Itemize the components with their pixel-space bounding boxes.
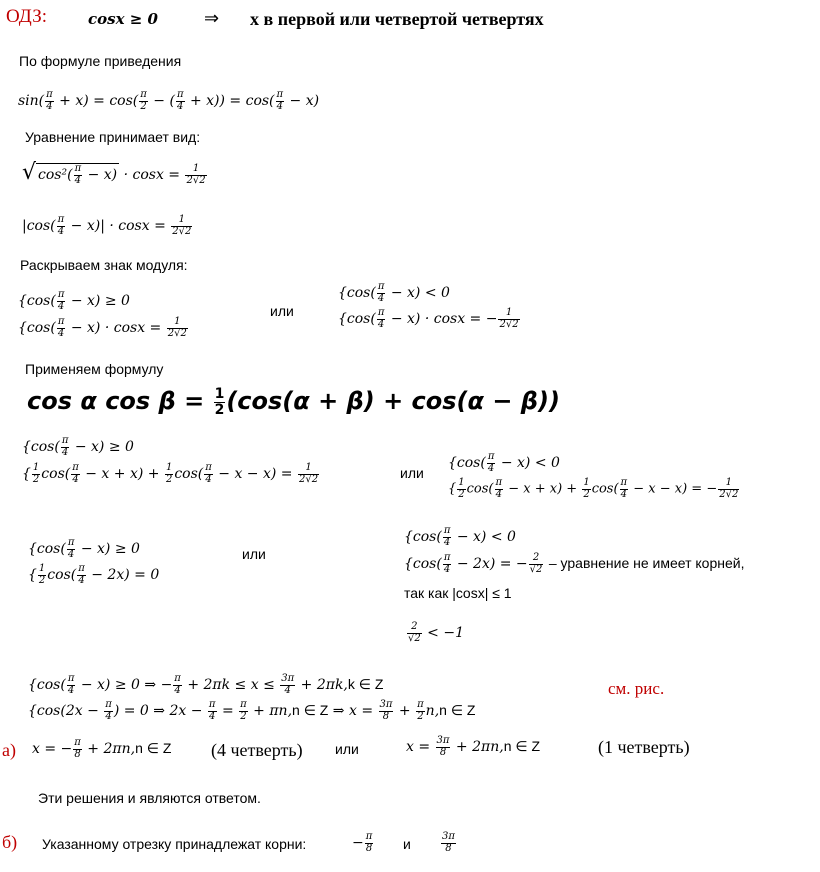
system-6-line-1: {cos( $\frac{\pi}{4}$ − x) < 0	[404, 525, 516, 548]
final-system-line-1: {cos( $\frac{\pi}{4}$ − x) ≥ 0 ⇒ − $\frac{\pi}{4}$ + 2πk ≤ x ≤ $\frac{3\pi}{4}$ + 2πk,k ∈ Z	[28, 673, 384, 696]
implies-arrow: ⇒	[204, 8, 220, 28]
since-note: так как |cosx| ≤ 1	[404, 585, 512, 601]
no-roots-note: – уравнение не имеет корней,	[548, 555, 745, 571]
quarter-1-note: (1 четверть)	[598, 737, 690, 757]
system-2-line-1: {cos( $\frac{\pi}{4}$ − x) < 0	[338, 281, 450, 304]
or-label-1: или	[270, 303, 294, 319]
system-3-line-1: {cos( $\frac{\pi}{4}$ − x) ≥ 0	[22, 435, 134, 458]
quarter-4-note: (4 четверть)	[211, 740, 303, 760]
segment-roots-label: Указанному отрезку принадлежат корни:	[42, 836, 307, 852]
or-label-4: или	[335, 741, 359, 757]
odz-condition: cosx ≥ 0	[88, 10, 158, 28]
part-b-label: б)	[2, 832, 18, 852]
product-to-sum-formula: cos α cos β = $\frac{1}{2}$ (cos(α + β) + cos(α − β))	[27, 386, 560, 418]
equation-abs: |cos( $\frac{\pi}{4}$ − x)| · cosx = $\frac{1}{2√2}$	[22, 214, 192, 237]
system-4-line-2: { $\frac{1}{2}$ cos( $\frac{\pi}{4}$ − x + x) + $\frac{1}{2}$ cos( $\frac{\pi}{4}$ − x − x) = − $\frac{1}{2√2}$	[448, 477, 739, 500]
and-label: и	[403, 836, 411, 852]
reduction-identity: sin( $\frac{\pi}{4}$ + x) = cos( $\frac{\pi}{2}$ − ( $\frac{\pi}{4}$ + x)) = cos( $\frac{\pi}{4}$ − x)	[18, 89, 320, 112]
part-a-label: а)	[2, 740, 16, 760]
equation-sqrt: √ cos²( $\frac{\pi}{4}$ − x) · cosx = $\frac{1}{2√2}$	[22, 160, 206, 186]
system-3-line-2: { $\frac{1}{2}$ cos( $\frac{\pi}{4}$ − x + x) + $\frac{1}{2}$ cos( $\frac{\pi}{4}$ − x − x) = $\frac{1}{2√2}$	[22, 462, 319, 485]
expand-modulus-label: Раскрываем знак модуля:	[20, 257, 188, 273]
answer-a-1: x = − $\frac{\pi}{8}$ + 2πn,n ∈ Z	[32, 737, 172, 760]
odz-label: ОДЗ:	[6, 6, 48, 27]
equation-form-label: Уравнение принимает вид:	[25, 129, 201, 145]
see-figure-note: см. рис.	[608, 679, 665, 698]
root-1: − $\frac{\pi}{8}$	[352, 831, 373, 854]
system-5-line-2: { $\frac{1}{2}$ cos( $\frac{\pi}{4}$ − 2x) = 0	[28, 563, 160, 586]
system-1-line-2: {cos( $\frac{\pi}{4}$ − x) · cosx = $\frac{1}{2√2}$	[18, 316, 187, 339]
inequality-note: $\frac{2}{√2}$ < −1	[408, 621, 465, 644]
apply-formula-label: Применяем формулу	[25, 361, 164, 377]
answer-a-2: x = $\frac{3\pi}{8}$ + 2πn,n ∈ Z	[406, 735, 540, 758]
system-1-line-1: {cos( $\frac{\pi}{4}$ − x) ≥ 0	[18, 289, 130, 312]
system-2-line-2: {cos( $\frac{\pi}{4}$ − x) · cosx = − $\frac{1}{2√2}$	[338, 307, 519, 330]
or-label-3: или	[242, 546, 266, 562]
odz-conclusion: x в первой или четвертой четвертях	[250, 9, 544, 29]
or-label-2: или	[400, 465, 424, 481]
answer-statement: Эти решения и являются ответом.	[38, 790, 261, 806]
root-2: $\frac{3\pi}{8}$	[442, 831, 455, 854]
reduction-formula-label: По формуле приведения	[19, 53, 182, 69]
system-4-line-1: {cos( $\frac{\pi}{4}$ − x) < 0	[448, 451, 560, 474]
final-system-line-2: {cos(2x − $\frac{\pi}{4}$ ) = 0 ⇒ 2x − $\frac{\pi}{4}$ = $\frac{\pi}{2}$ + πn,n ∈ Z ⇒ x = $\frac{3\pi}{8}$ + $\frac{\pi}{2}$ n,n ∈ Z	[28, 699, 476, 722]
system-5-line-1: {cos( $\frac{\pi}{4}$ − x) ≥ 0	[28, 537, 140, 560]
system-6-line-2: {cos( $\frac{\pi}{4}$ − 2x) = − $\frac{2}{√2}$ – уравнение не имеет корней,	[404, 552, 745, 575]
